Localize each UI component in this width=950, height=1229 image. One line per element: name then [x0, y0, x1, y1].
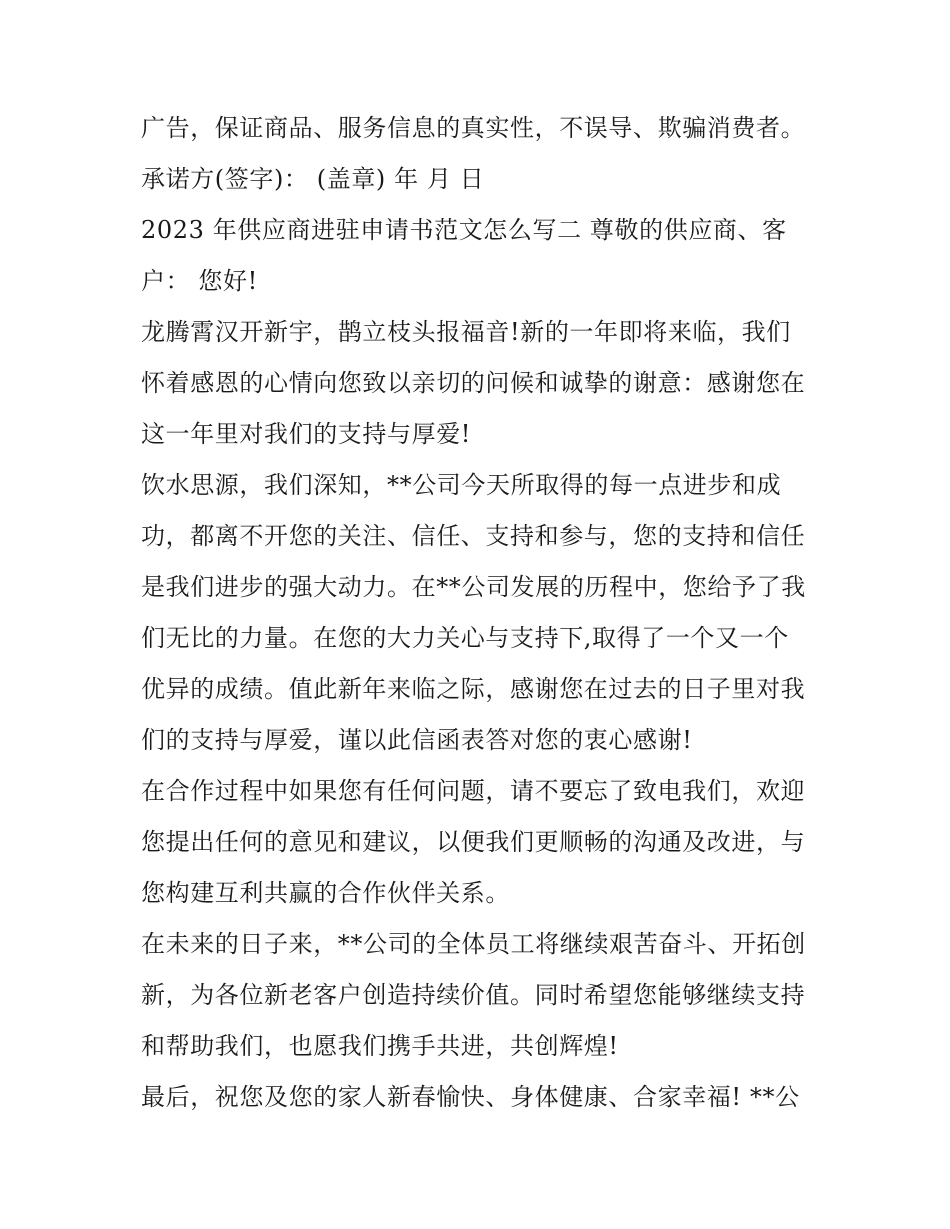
text-line: 和帮助我们，也愿我们携手共进，共创辉煌!	[141, 1032, 619, 1060]
text-line: 户： 您好!	[141, 267, 258, 295]
text-line: 新，为各位新老客户创造持续价值。同时希望您能够继续支持	[141, 981, 806, 1009]
text-line: 们的支持与厚爱，谨以此信函表答对您的衷心感谢!	[141, 726, 693, 754]
text-line: 广告，保证商品、服务信息的真实性，不误导、欺骗消费者。	[141, 114, 806, 142]
text-line: 怀着感恩的心情向您致以亲切的问候和诚挚的谢意：感谢您在	[141, 369, 806, 397]
text-line: 在未来的日子来，**公司的全体员工将继续艰苦奋斗、开拓创	[141, 930, 806, 958]
text-line: 最后，祝您及您的家人新春愉快、身体健康、合家幸福! **公	[141, 1083, 800, 1111]
text-line: 在合作过程中如果您有任何问题，请不要忘了致电我们，欢迎	[141, 777, 806, 805]
text-line: 承诺方(签字)： (盖章) 年 月 日	[141, 165, 485, 193]
text-line: 您提出任何的意见和建议，以便我们更顺畅的沟通及改进，与	[141, 828, 806, 856]
text-line: 您构建互利共赢的合作伙伴关系。	[141, 879, 510, 907]
text-line: 优异的成绩。值此新年来临之际，感谢您在过去的日子里对我	[141, 675, 806, 703]
text-line: 这一年里对我们的支持与厚爱!	[141, 420, 472, 448]
text-line: 功，都离不开您的关注、信任、支持和参与，您的支持和信任	[141, 522, 806, 550]
text-line: 饮水思源，我们深知，**公司今天所取得的每一点进步和成	[141, 471, 782, 499]
text-line: 2023 年供应商进驻申请书范文怎么写二 尊敬的供应商、客	[141, 216, 787, 244]
text-line: 是我们进步的强大动力。在**公司发展的历程中，您给予了我	[141, 573, 806, 601]
text-line: 们无比的力量。在您的大力关心与支持下,取得了一个又一个	[141, 624, 789, 652]
text-line: 龙腾霄汉开新宇，鹊立枝头报福音!新的一年即将来临，我们	[141, 318, 791, 346]
